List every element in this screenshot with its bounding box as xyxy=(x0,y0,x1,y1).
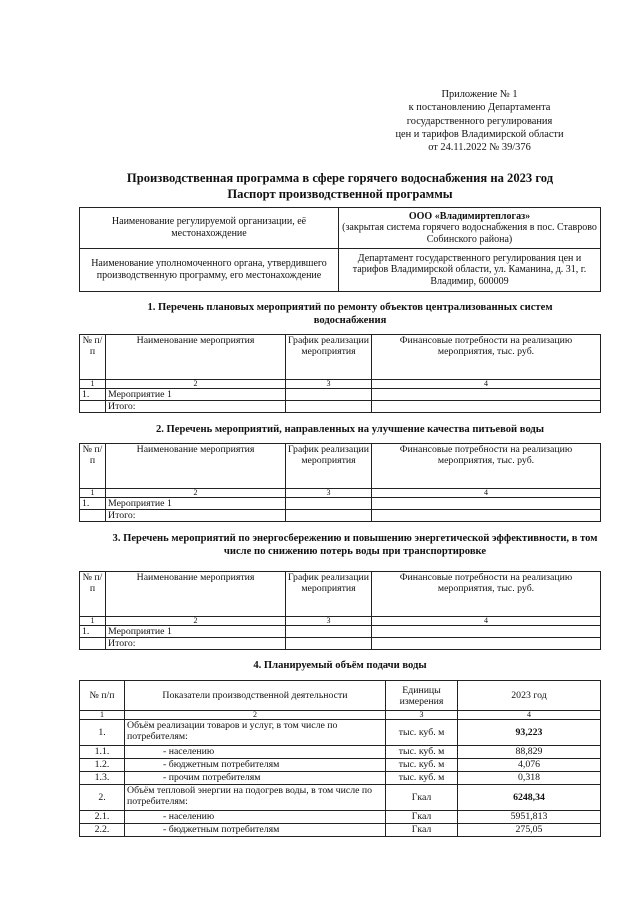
section1-title: 1. Перечень плановых мероприятий по ремонту объектов централизованных систем водоснабжения xyxy=(147,302,553,326)
column-number: 3 xyxy=(386,711,458,720)
column-number: 4 xyxy=(458,711,601,720)
row-unit: Гкал xyxy=(386,824,458,837)
row-schedule xyxy=(286,498,372,510)
total-schedule xyxy=(286,510,372,522)
header-name: Наименование мероприятия xyxy=(106,572,286,617)
row-name: Мероприятие 1 xyxy=(106,389,286,401)
row-unit: Гкал xyxy=(386,811,458,824)
row-finance xyxy=(372,626,601,638)
row-unit: тыс. куб. м xyxy=(386,720,458,746)
appendix-line: Приложение № 1 xyxy=(441,89,518,100)
passport-title: Паспорт производственной программы xyxy=(227,187,453,201)
row-unit: тыс. куб. м xyxy=(386,772,458,785)
row-indicator: Объём реализации товаров и услуг, в том числе по потребителям: xyxy=(125,720,386,746)
row-value: 5951,813 xyxy=(458,811,601,824)
column-number: 2 xyxy=(106,489,286,498)
row-num: 1.2. xyxy=(80,759,125,772)
org-cell xyxy=(339,208,601,249)
header-finance: Финансовые потребности на реализацию мероприятия, тыс. руб. xyxy=(372,572,601,617)
row-name: Мероприятие 1 xyxy=(106,626,286,638)
section4-table xyxy=(79,680,601,837)
section2-title: 2. Перечень мероприятий, направленных на улучшение качества питьевой воды xyxy=(155,424,545,435)
appendix-line: государственного регулирования xyxy=(406,115,553,127)
total-finance xyxy=(372,638,601,650)
row-value: 275,05 xyxy=(458,824,601,837)
header-num: № п/п xyxy=(80,572,106,617)
row-unit: тыс. куб. м xyxy=(386,759,458,772)
header-schedule: График реализации мероприятия xyxy=(286,335,372,380)
row-indicator: - населению xyxy=(125,811,386,824)
row-name: Мероприятие 1 xyxy=(106,498,286,510)
appendix-line: от 24.11.2022 № 39/376 xyxy=(428,142,531,154)
column-number: 2 xyxy=(106,380,286,389)
header-name: Наименование мероприятия xyxy=(106,335,286,380)
column-number: 1 xyxy=(80,617,106,626)
row-num: 1. xyxy=(80,720,125,746)
org-detail: (закрытая система горячего водоснабжения в пос. Ставрово Собинского района) xyxy=(342,222,597,245)
column-number: 3 xyxy=(286,489,372,498)
column-number: 3 xyxy=(286,380,372,389)
appendix-block xyxy=(372,88,587,154)
total-schedule xyxy=(286,638,372,650)
row-value: 88,829 xyxy=(458,746,601,759)
row-unit: тыс. куб. м xyxy=(386,746,458,759)
header-finance: Финансовые потребности на реализацию мероприятия, тыс. руб. xyxy=(372,444,601,489)
section1-table xyxy=(79,334,601,413)
column-number: 2 xyxy=(106,617,286,626)
header-finance: Финансовые потребности на реализацию мероприятия, тыс. руб. xyxy=(372,335,601,380)
row-value: 93,223 xyxy=(458,720,601,746)
total-label: Итого: xyxy=(106,638,286,650)
org-label: Наименование регулируемой организации, её местонахождение xyxy=(80,208,339,249)
column-number: 4 xyxy=(372,380,601,389)
row-schedule xyxy=(286,626,372,638)
row-indicator: - прочим потребителям xyxy=(125,772,386,785)
row-value: 4,076 xyxy=(458,759,601,772)
section2-table xyxy=(79,443,601,522)
header-name: Наименование мероприятия xyxy=(106,444,286,489)
header-num: № п/п xyxy=(80,444,106,489)
column-number: 1 xyxy=(80,711,125,720)
appendix-line: цен и тарифов Владимирской области xyxy=(395,128,564,140)
column-number: 3 xyxy=(286,617,372,626)
header-year: 2023 год xyxy=(458,681,601,711)
row-num: 2. xyxy=(80,785,125,811)
total-schedule xyxy=(286,401,372,413)
appendix-line: к постановлению Департамента xyxy=(408,102,551,114)
total-finance xyxy=(372,510,601,522)
total-finance xyxy=(372,401,601,413)
header-schedule: График реализации мероприятия xyxy=(286,444,372,489)
row-unit: Гкал xyxy=(386,785,458,811)
row-value: 0,318 xyxy=(458,772,601,785)
header-indicator: Показатели производственной деятельности xyxy=(125,681,386,711)
total-num xyxy=(80,510,106,522)
column-number: 1 xyxy=(80,380,106,389)
header-num: № п/п xyxy=(80,335,106,380)
org-name: ООО «Владимиртеплогаз» xyxy=(408,210,531,222)
row-num: 1. xyxy=(80,389,106,401)
header-unit: Единицы измерения xyxy=(386,681,458,711)
row-num: 1.3. xyxy=(80,772,125,785)
row-num: 1. xyxy=(80,498,106,510)
column-number: 4 xyxy=(372,617,601,626)
total-label: Итого: xyxy=(106,401,286,413)
row-finance xyxy=(372,498,601,510)
total-num xyxy=(80,401,106,413)
passport-table xyxy=(79,207,601,292)
row-indicator: Объём тепловой энергии на подогрев воды, в том числе по потребителям: xyxy=(125,785,386,811)
row-value: 6248,34 xyxy=(458,785,601,811)
row-num: 2.1. xyxy=(80,811,125,824)
header-schedule: График реализации мероприятия xyxy=(286,572,372,617)
section3-title: 3. Перечень мероприятий по энергосбережению и повышению энергетической эффективности, в том числе по снижению потерь воды при транспортировке xyxy=(112,533,598,557)
row-indicator: - бюджетным потребителям xyxy=(125,759,386,772)
row-num: 2.2. xyxy=(80,824,125,837)
row-num: 1. xyxy=(80,626,106,638)
document-title: Производственная программа в сфере горячего водоснабжения на 2023 год xyxy=(126,171,554,185)
row-finance xyxy=(372,389,601,401)
section4-title: 4. Планируемый объём подачи воды xyxy=(253,660,427,671)
column-number: 2 xyxy=(125,711,386,720)
authority-value: Департамент государственного регулирования цен и тарифов Владимирской области, ул. Каманина, д. 31, г. Владимир, 600009 xyxy=(339,249,601,292)
authority-label: Наименование уполномоченного органа, утвердившего производственную программу, его местонахождение xyxy=(80,249,339,292)
total-label: Итого: xyxy=(106,510,286,522)
section3-table xyxy=(79,571,601,650)
row-indicator: - бюджетным потребителям xyxy=(125,824,386,837)
row-num: 1.1. xyxy=(80,746,125,759)
column-number: 1 xyxy=(80,489,106,498)
row-schedule xyxy=(286,389,372,401)
row-indicator: - населению xyxy=(125,746,386,759)
column-number: 4 xyxy=(372,489,601,498)
total-num xyxy=(80,638,106,650)
header-num: № п/п xyxy=(80,681,125,711)
